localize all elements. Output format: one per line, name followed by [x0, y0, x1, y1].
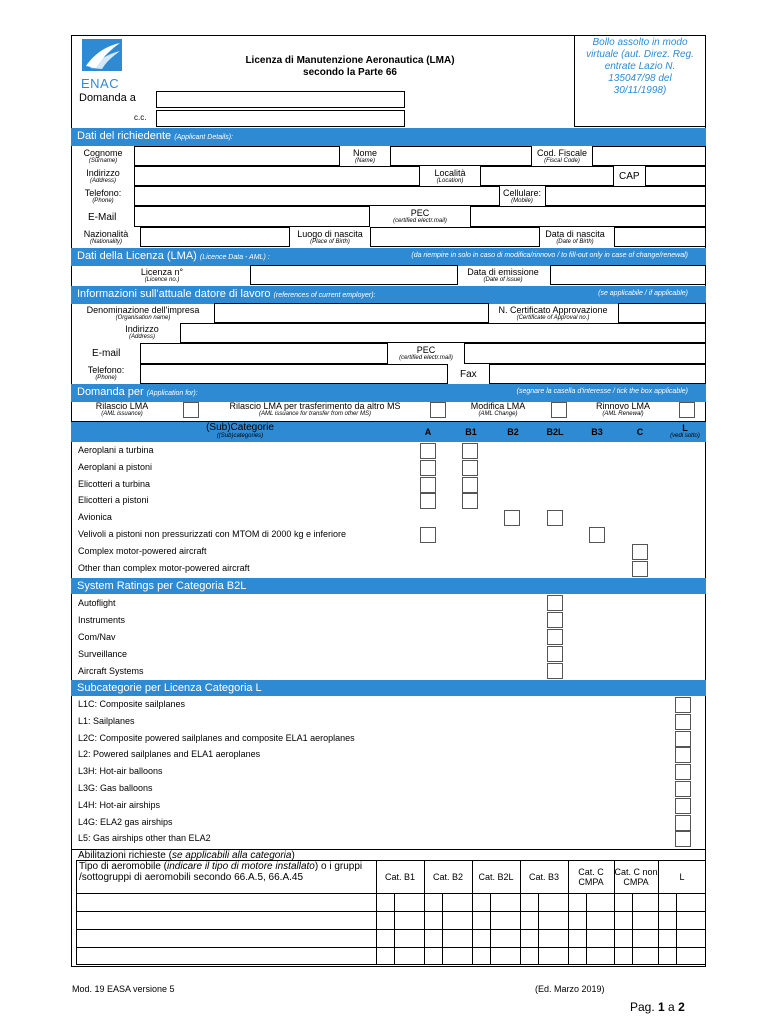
ratings-title: Abilitazioni richieste (se applicabili alla categoria) [78, 850, 295, 861]
b2l-section-title: System Ratings per Categoria B2L [77, 580, 247, 592]
cat-col-b1: B1 [465, 427, 477, 437]
b2l-row-label: Aircraft Systems [78, 666, 144, 676]
category-checkbox[interactable] [632, 544, 648, 560]
ratings-col-header: Cat. B3 [528, 872, 559, 882]
ratings-col-header: Cat. B2L [478, 872, 514, 882]
lcat-checkbox[interactable] [675, 731, 691, 747]
category-checkbox[interactable] [504, 510, 520, 526]
email-label: E-Mail [88, 212, 117, 223]
ratings-type-field[interactable] [77, 912, 375, 928]
categories-header: (Sub)Categorie ((Sub)categories) [206, 422, 274, 439]
indirizzo-label: Indirizzo (Address) [86, 168, 120, 184]
ratings-type-field[interactable] [77, 948, 375, 964]
category-checkbox[interactable] [420, 460, 436, 476]
cellulare-label: Cellulare: (Mobile) [502, 188, 542, 204]
lcat-row-label: L2: Powered sailplanes and ELA1 aeroplanes [78, 749, 261, 760]
lcat-row-label: L5: Gas airships other than ELA2 [78, 833, 211, 844]
b2l-row-label: Surveillance [78, 649, 128, 659]
category-row-label: Complex motor-powered aircraft [78, 545, 207, 556]
footer-edition: (Ed. Marzo 2019) [535, 984, 605, 994]
category-row-label: Aeroplani a turbina [78, 445, 154, 455]
b2l-row-label: Instruments [78, 615, 126, 625]
indirizzo-field[interactable] [134, 166, 420, 186]
employer-telefono-field[interactable] [140, 364, 448, 384]
lcat-row-label: L4H: Hot-air airships [78, 799, 161, 810]
denominazione-field[interactable] [214, 303, 489, 323]
cognome-label: Cognome (Surname) [83, 148, 123, 164]
telefono-label: Telefono: (Phone) [84, 188, 122, 204]
lcat-row-label: L3G: Gas balloons [78, 783, 153, 793]
ratings-type-field[interactable] [77, 930, 375, 946]
form-title-line2: secondo la Parte 66 [303, 67, 397, 78]
category-row-label: Other than complex motor-powered aircraft [78, 562, 250, 573]
form-title-line1: Licenza di Manutenzione Aeronautica (LMA) [245, 55, 455, 66]
category-row-label: Aeroplani a pistoni [78, 461, 153, 472]
b2l-section-bar [71, 578, 706, 594]
form-title [205, 55, 495, 79]
data-nascita-label: Data di nascita (Date of Birth) [545, 229, 605, 245]
category-checkbox[interactable] [547, 510, 563, 526]
enac-logo-mark-icon [80, 38, 126, 72]
employer-email-label: E-mail [92, 348, 121, 359]
applicant-section-bar [71, 128, 706, 146]
luogo-field[interactable] [370, 227, 540, 247]
category-checkbox[interactable] [462, 493, 478, 509]
licence-section-en: (Licence Data - AML) : [199, 254, 270, 261]
application-section-en: (Application for): [146, 390, 198, 397]
lcat-checkbox[interactable] [675, 714, 691, 730]
employer-pec-label: PEC (certified electr.mail) [399, 345, 453, 361]
nome-field[interactable] [390, 146, 532, 166]
ratings-col-header: Cat. B1 [384, 872, 415, 882]
lcat-checkbox[interactable] [675, 798, 691, 814]
application-section-note: (segnare la casella d'interesse / tick the box applicable) [516, 388, 688, 395]
category-checkbox[interactable] [420, 477, 436, 493]
category-row-label: Elicotteri a pistoni [78, 495, 149, 506]
telefono-field[interactable] [134, 186, 500, 206]
domanda-field[interactable] [156, 91, 405, 108]
app-checkbox-modifica[interactable] [551, 402, 567, 418]
cc-label: c.c. [134, 113, 147, 122]
nazionalita-field[interactable] [140, 227, 290, 247]
certificato-label: N. Certificato Approvazione (Certificate of Approval no.) [498, 305, 608, 321]
fax-label: Fax [460, 369, 477, 380]
b2l-row-label: Autoflight [78, 598, 116, 608]
b2l-checkbox[interactable] [547, 663, 563, 679]
localita-field[interactable] [480, 166, 614, 186]
ratings-type-field[interactable] [77, 894, 375, 910]
ratings-col-header: Cat. C CMPA [578, 867, 604, 887]
enac-logo-text: ENAC [81, 76, 120, 91]
data-nascita-field[interactable] [614, 227, 706, 247]
ratings-col-header: Cat. B2 [432, 872, 463, 882]
email-field[interactable] [134, 206, 370, 227]
employer-indirizzo-field[interactable] [180, 323, 706, 343]
cat-col-c: C [636, 427, 644, 437]
page-number: Pag. 1 a 2 [630, 1000, 685, 1014]
cat-col-b2l: B2L [546, 427, 564, 437]
app-checkbox-rilascio[interactable] [183, 402, 199, 418]
employer-indirizzo-label: Indirizzo (Address) [125, 324, 159, 340]
lcat-row-label: L1: Sailplanes [78, 715, 135, 726]
lcat-checkbox[interactable] [675, 764, 691, 780]
cap-label: CAP [619, 171, 640, 182]
enac-logo [80, 38, 126, 91]
lcat-section-title: Subcategorie per Licenza Categoria L [77, 682, 262, 694]
employer-email-field[interactable] [140, 343, 388, 364]
category-checkbox[interactable] [632, 561, 648, 577]
b2l-checkbox[interactable] [547, 646, 563, 662]
luogo-label: Luogo di nascita (Place of Birth) [297, 229, 363, 245]
emissione-field[interactable] [550, 265, 706, 285]
app-checkbox-rinnovo[interactable] [679, 402, 695, 418]
app-option-rinnovo: Rinnovo LMA (AML Renewal) [595, 401, 651, 417]
cap-field[interactable] [645, 166, 706, 186]
app-checkbox-trasferimento[interactable] [430, 402, 446, 418]
lcat-checkbox[interactable] [675, 781, 691, 797]
nazionalita-label: Nazionalità (Nationality) [83, 229, 129, 245]
lcat-checkbox[interactable] [675, 697, 691, 713]
application-section-title: Domanda per [77, 386, 144, 398]
app-option-modifica: Modifica LMA (AML Change) [470, 401, 526, 417]
b2l-row-label: Com/Nav [78, 632, 116, 642]
pec-field[interactable] [470, 206, 706, 227]
cf-field[interactable] [592, 146, 706, 166]
category-row-label: Elicotteri a turbina [78, 478, 151, 489]
cf-label: Cod. Fiscale (Fiscal Code) [536, 148, 588, 164]
cat-col-b2: B2 [507, 427, 519, 437]
ratings-col-header: Cat. C non CMPA [614, 867, 658, 887]
employer-section-title: Informazioni sull'attuale datore di lavoro [77, 288, 271, 300]
emissione-label: Data di emissione (Date of issue) [467, 267, 539, 283]
licence-section-note: (da riempire in solo in caso di modifica/rinnovo / to fill-out only in case of change/renewal) [411, 252, 688, 259]
employer-section-note: (se applicabile / if applicable) [598, 290, 688, 297]
category-checkbox[interactable] [420, 493, 436, 509]
cat-col-a: A [424, 427, 432, 437]
category-row-label: Velivoli a pistoni non pressurizzati con MTOM di 2000 kg e inferiore [78, 529, 346, 539]
category-checkbox[interactable] [420, 443, 436, 459]
b2l-checkbox[interactable] [547, 595, 563, 611]
cat-col-l: L (vedi sotto) [670, 423, 700, 439]
app-option-rilascio: Rilascio LMA (AML issuance) [95, 401, 149, 417]
licenza-num-label: Licenza n° (Licence no.) [140, 267, 184, 283]
b2l-checkbox[interactable] [547, 629, 563, 645]
denominazione-label: Denominazione dell'impresa (Organisation name) [86, 305, 200, 321]
category-checkbox[interactable] [420, 527, 436, 543]
lcat-row-label: L3H: Hot-air balloons [78, 766, 163, 777]
localita-label: Località (Location) [434, 168, 466, 184]
app-option-trasferimento: Rilascio LMA per trasferimento da altro MS (AML issuance for transfer from other MS) [229, 401, 401, 417]
stamp-text: Bollo assolto in modo virtuale (aut. Direz. Reg. entrate Lazio N. 135047/98 del 30/11/1998) [586, 37, 694, 96]
footer-model: Mod. 19 EASA versione 5 [72, 984, 175, 994]
licence-section-title: Dati della Licenza (LMA) [77, 250, 197, 262]
lcat-row-label: L1C: Composite sailplanes [78, 699, 186, 709]
lcat-section-bar [71, 680, 706, 696]
lcat-row-label: L2C: Composite powered sailplanes and composite ELA1 aeroplanes [78, 732, 355, 743]
category-checkbox[interactable] [462, 460, 478, 476]
employer-section-bar [71, 286, 706, 304]
category-checkbox[interactable] [462, 477, 478, 493]
licenza-num-field[interactable] [250, 265, 458, 285]
lcat-checkbox[interactable] [675, 815, 691, 831]
licence-section-bar [71, 248, 706, 266]
lcat-row-label: L4G: ELA2 gas airships [78, 816, 173, 827]
employer-telefono-label: Telefono: (Phone) [87, 365, 125, 381]
certificato-field[interactable] [618, 303, 706, 323]
nome-label: Nome (Name) [352, 148, 377, 164]
cellulare-field[interactable] [545, 186, 706, 206]
cat-col-b3: B3 [591, 427, 603, 437]
cognome-field[interactable] [134, 146, 340, 166]
applicant-section-title: Dati del richiedente [77, 130, 172, 142]
employer-pec-field[interactable] [464, 343, 706, 364]
category-checkbox[interactable] [462, 443, 478, 459]
lcat-checkbox[interactable] [675, 747, 691, 763]
ratings-desc: Tipo di aeromobile (indicare il tipo di motore installato) o i gruppi /sottogruppi di aeromobili secondo 66.A.5, 66.A.45 [79, 861, 363, 883]
category-row-label: Avionica [78, 512, 112, 523]
ratings-col-header: L [679, 872, 685, 882]
domanda-label: Domanda a [79, 92, 136, 104]
fax-field[interactable] [489, 364, 706, 384]
b2l-checkbox[interactable] [547, 612, 563, 628]
applicant-section-en: (Applicant Details): [174, 134, 233, 141]
employer-section-en: (references of current employer): [273, 292, 376, 299]
category-checkbox[interactable] [589, 527, 605, 543]
cc-field[interactable] [156, 110, 405, 127]
lcat-checkbox[interactable] [675, 831, 691, 847]
pec-label: PEC (certified electr.mail) [393, 208, 447, 224]
application-section-bar [71, 384, 706, 402]
